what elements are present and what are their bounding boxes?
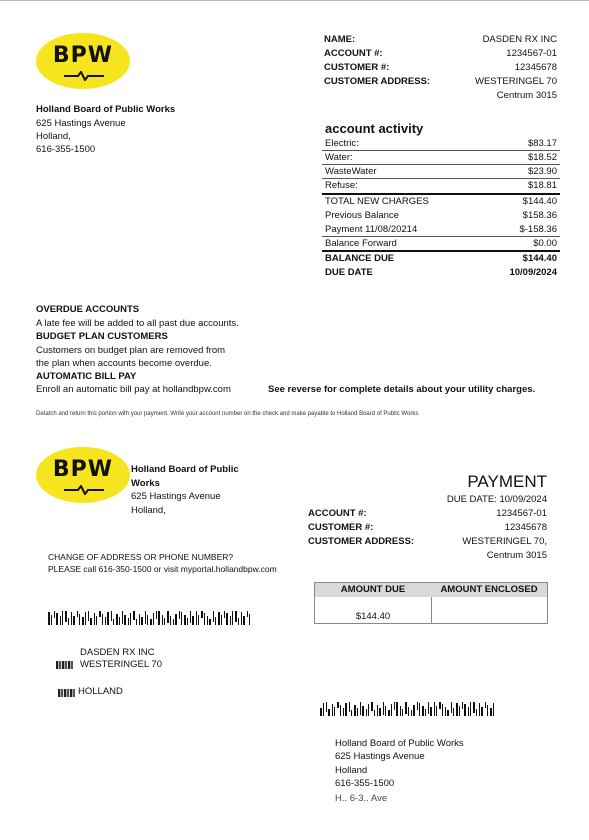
charge-row bbox=[325, 165, 557, 179]
top-border bbox=[0, 0, 589, 1]
stub-company-line1: Holland Board of Public bbox=[131, 464, 239, 475]
change-line-1: CHANGE OF ADDRESS OR PHONE NUMBER? bbox=[48, 552, 234, 562]
balance-due-label: BALANCE DUE bbox=[325, 253, 395, 264]
change-line-2: PLEASE call 616-350-1500 or visit myportal.hollandbpw.com bbox=[48, 564, 277, 574]
stub-city: Holland, bbox=[131, 505, 166, 516]
charge-label: Refuse: bbox=[325, 180, 358, 191]
barcode bbox=[320, 702, 512, 716]
account-value: 1234567-01 bbox=[506, 48, 557, 59]
barcode bbox=[48, 611, 270, 625]
lightning-icon bbox=[64, 71, 104, 81]
stub-address-label: CUSTOMER ADDRESS: bbox=[308, 536, 415, 547]
charge-row bbox=[325, 179, 557, 193]
name-label: NAME: bbox=[324, 34, 356, 45]
balance-due-row bbox=[325, 252, 557, 266]
logo-text: BPW bbox=[52, 457, 114, 482]
due-date-row bbox=[325, 266, 557, 280]
stub-account-value: 1234567-01 bbox=[496, 508, 547, 519]
postal-code-icon bbox=[58, 689, 75, 697]
detach-instructions: Detatch and return this portion with your payment. Write your account number on the check and make payable to Holland Board of Public Works bbox=[36, 411, 419, 417]
budget-title: BUDGET PLAN CUSTOMERS bbox=[36, 331, 168, 342]
stub-due-date: DUE DATE: 10/09/2024 bbox=[446, 494, 547, 505]
bpw-logo bbox=[36, 33, 130, 89]
autopay-title: AUTOMATIC BILL PAY bbox=[36, 371, 137, 382]
amount-enclosed-field[interactable] bbox=[433, 598, 545, 622]
charge-amount: $18.52 bbox=[527, 152, 557, 163]
summary-amount: $158.36 bbox=[522, 210, 557, 221]
customer-value: 12345678 bbox=[514, 62, 557, 73]
overdue-text: A late fee will be added to all past due accounts. bbox=[36, 318, 239, 329]
remit-extra: H.. 6-3.. Ave bbox=[335, 793, 388, 804]
charge-amount: $83.17 bbox=[527, 138, 557, 149]
company-phone: 616-355-1500 bbox=[36, 144, 96, 155]
company-street: 625 Hastings Avenue bbox=[36, 118, 126, 129]
summary-row bbox=[325, 223, 557, 237]
remit-street: 625 Hastings Avenue bbox=[335, 751, 425, 762]
charge-label: WasteWater bbox=[325, 166, 377, 177]
summary-label: Balance Forward bbox=[325, 238, 397, 249]
budget-text-2: the plan when accounts become overdue. bbox=[36, 358, 212, 369]
stub-address-line2: Centrum 3015 bbox=[486, 550, 547, 561]
stub-address-line1: WESTERINGEL 70, bbox=[462, 536, 547, 547]
overdue-title: OVERDUE ACCOUNTS bbox=[36, 304, 140, 315]
summary-amount: $144.40 bbox=[522, 196, 557, 207]
balance-due-value: $144.40 bbox=[522, 253, 557, 264]
bpw-logo bbox=[36, 447, 130, 503]
account-label: ACCOUNT #: bbox=[324, 48, 383, 59]
charge-amount: $23.90 bbox=[527, 166, 557, 177]
address-label: CUSTOMER ADDRESS: bbox=[324, 76, 431, 87]
charge-label: Electric: bbox=[325, 138, 359, 149]
amount-table bbox=[314, 582, 548, 624]
table-divider bbox=[431, 597, 432, 623]
charge-row bbox=[325, 137, 557, 151]
remit-name: Holland Board of Public Works bbox=[335, 738, 464, 749]
company-name: Holland Board of Public Works bbox=[36, 104, 176, 115]
summary-row bbox=[325, 195, 557, 209]
summary-amount: $0.00 bbox=[533, 238, 557, 249]
address-line1: WESTERINGEL 70 bbox=[474, 76, 557, 87]
amount-due-header: AMOUNT DUE bbox=[315, 583, 431, 597]
remit-city: Holland bbox=[335, 765, 368, 776]
company-city: Holland, bbox=[36, 131, 71, 142]
lightning-icon bbox=[64, 485, 104, 495]
amount-enclosed-header: AMOUNT ENCLOSED bbox=[431, 583, 547, 597]
remit-phone: 616-355-1500 bbox=[335, 778, 395, 789]
name-value: DASDEN RX INC bbox=[482, 34, 557, 45]
amount-due-value: $144.40 bbox=[355, 611, 391, 622]
payment-title: PAYMENT bbox=[467, 472, 547, 491]
due-date-value: 10/09/2024 bbox=[509, 267, 557, 278]
stub-account-label: ACCOUNT #: bbox=[308, 508, 367, 519]
customer-label: CUSTOMER #: bbox=[324, 62, 390, 73]
stub-customer-label: CUSTOMER #: bbox=[308, 522, 374, 533]
reverse-note: See reverse for complete details about your utility charges. bbox=[268, 384, 536, 395]
postal-code-icon bbox=[56, 661, 73, 669]
summary-row bbox=[325, 209, 557, 223]
mail-name: DASDEN RX INC bbox=[80, 647, 155, 658]
charge-label: Water: bbox=[325, 152, 353, 163]
autopay-text: Enroll an automatic bill pay at hollandbpw.com bbox=[36, 384, 231, 395]
address-line2: Centrum 3015 bbox=[496, 90, 557, 101]
summary-label: Payment 11/08/20214 bbox=[325, 224, 418, 235]
charge-row bbox=[325, 151, 557, 165]
summary-row bbox=[325, 237, 557, 251]
mail-city: HOLLAND bbox=[78, 686, 123, 697]
summary-label: Previous Balance bbox=[325, 210, 399, 221]
due-date-label: DUE DATE bbox=[325, 267, 373, 278]
stub-customer-value: 12345678 bbox=[504, 522, 547, 533]
activity-title: account activity bbox=[325, 121, 424, 136]
summary-label: TOTAL NEW CHARGES bbox=[325, 196, 429, 207]
budget-text-1: Customers on budget plan are removed from bbox=[36, 345, 226, 356]
stub-company-line2: Works bbox=[131, 478, 160, 489]
summary-amount: $-158.36 bbox=[519, 224, 557, 235]
stub-street: 625 Hastings Avenue bbox=[131, 491, 221, 502]
charge-amount: $18.81 bbox=[527, 180, 557, 191]
logo-text: BPW bbox=[52, 43, 114, 68]
mail-street: WESTERINGEL 70 bbox=[80, 659, 163, 670]
